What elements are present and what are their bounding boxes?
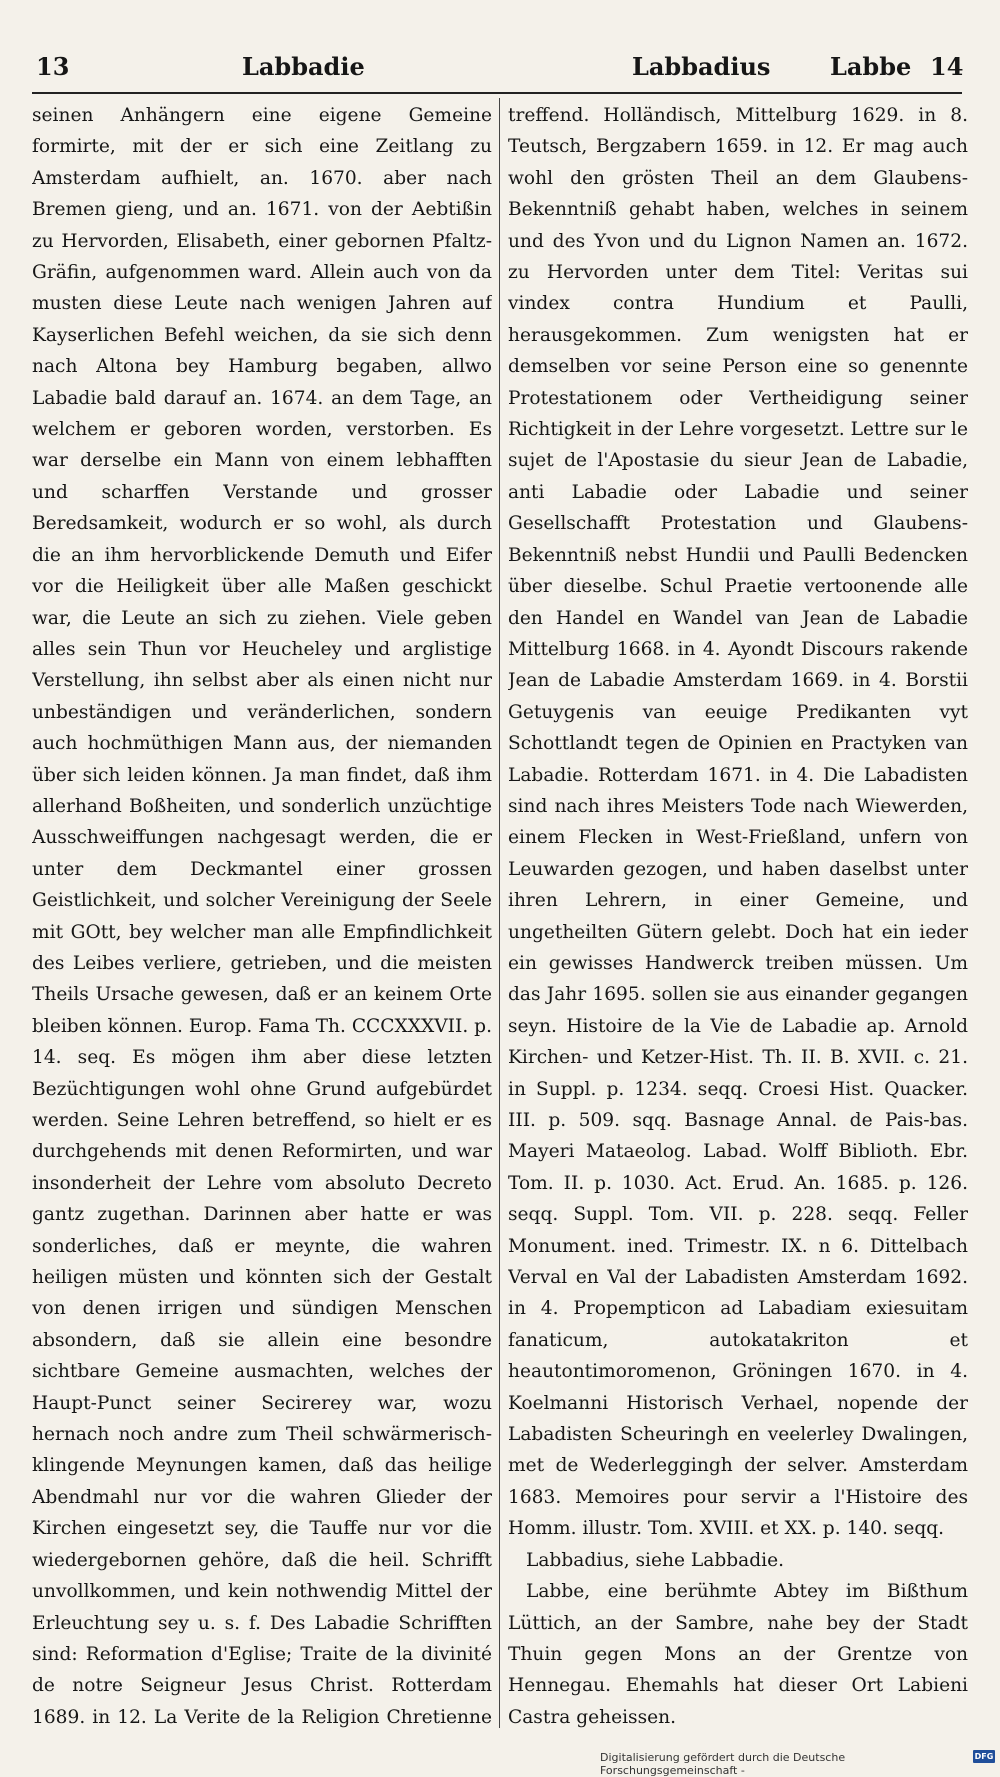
entry-labbadius: Labbadius, siehe Labbadie. (526, 1549, 784, 1571)
entry-labbe-abbey: Labbe, eine berühmte Abtey im Bißthum Lüttich, an der Sambre, nahe bey der Stadt Thuin gegen Mons an der Grentze von Hennegau. Ehemahls hat dieser Ort Labieni Castra geheissen. (508, 1581, 968, 1728)
right-column (508, 100, 968, 1730)
running-title-right-second: Labbe (830, 52, 912, 81)
running-title-right-first: Labbadius (632, 52, 771, 81)
running-title-left: Labbadie (242, 52, 365, 81)
header-rule (32, 92, 962, 94)
column-divider (499, 98, 500, 1728)
page-number-right: 14 (930, 52, 964, 81)
entry-labadie-bibliography: treffend. Holländisch, Mittelburg 1629. in 8. Teutsch, Bergzabern 1659. in 12. Er mag auch wohl den grösten Theil an dem Glaubens-Bekenntniß gehabt haben, welches in seinem und des Yvon und du Lignon Namen an. 1672. zu Hervorden unter dem Titel: Veritas sui vindex contra Hundium et Paulli, herausgekommen. Zum wenigsten hat er demselben vor seine Person eine so genennte Protestationem oder Vertheidigung seiner Richtigkeit in der Lehre vorgesetzt. Lettre sur le sujet de l'Apostasie du sieur Jean de Labadie, anti Labadie oder Labadie und seiner Gesellschafft Protestation und Glaubens-Bekenntniß nebst Hundii und Paulli Bedencken über dieselbe. Schul Praetie vertoonende alle den Handel en Wandel van Jean de Labadie Mittelburg 1668. in 4. Ayondt Discours rakende Jean de Labadie Amsterdam 1669. in 4. Borstii Getuygenis van eeuige Predikanten vyt Schottlandt tegen de Opinien en Practyken van Labadie. Rotterdam 1671. in 4. Die Labadisten sind nach ihres Meisters Tode nach Wiewerden, einem Flecken in West-Frießland, unfern von Leuwarden gezogen, und haben daselbst unter ihren Lehrern, in einer Gemeine, und ungetheilten Gütern gelebt. Doch hat ein ieder ein gewisses Handwerck treiben müssen. Um das Jahr 1695. sollen sie aus einander gegangen seyn. Histoire de la Vie de Labadie ap. Arnold Kirchen- und Ketzer-Hist. Th. II. B. XVII. c. 21. in Suppl. p. 1234. seqq. Croesi Hist. Quacker. III. p. 509. sqq. Basnage Annal. de Pais-bas. Mayeri Mataeolog. Labad. Wolff Biblioth. Ebr. Tom. II. p. 1030. Act. Erud. An. 1685. p. 126. seqq. Suppl. Tom. VII. p. 228. seqq. Feller Monument. ined. Trimestr. IX. n 6. Dittelbach Verval en Val der Labadisten Amsterdam 1692. in 4. Propempticon ad Labadiam exiesuitam fanaticum, autokatakriton et heautontimoromenon, Gröningen 1670. in 4. Koelmanni Historisch Verhael, nopende der Labadisten Scheuringh en veelerley Dwalingen, met de Wederleggingh der selver. Amsterdam 1683. Memoires pour servir a l'Histoire des Homm. illustr. Tom. XVIII. et XX. p. 140. seqq. (508, 105, 968, 1540)
dfg-logo-icon: DFG (974, 1752, 994, 1761)
digitization-footer (600, 1749, 995, 1777)
entry-labadie-continued: seinen Anhängern eine eigene Gemeine formirte, mit der er sich eine Zeitlang zu Amsterdam aufhielt, an. 1670. aber nach Bremen gieng, und an. 1671. von der Aebtißin zu Hervorden, Elisabeth, einer gebornen Pfaltz-Gräfin, aufgenommen ward. Allein auch von da musten diese Leute nach wenigen Jahren auf Kayserlichen Befehl weichen, da sie sich denn nach Altona bey Hamburg begaben, allwo Labadie bald darauf an. 1674. an dem Tage, an welchem er geboren worden, verstorben. Es war derselbe ein Mann von einem lebhafften und scharffen Verstande und grosser Beredsamkeit, wodurch er so wohl, als durch die an ihm hervorblickende Demuth und Eifer vor die Heiligkeit über alle Maßen geschickt war, die Leute an sich zu ziehen. Viele geben alles sein Thun vor Heucheley und arglistige Verstellung, ihn selbst aber als einen nicht nur unbeständigen und veränderlichen, sondern auch hochmüthigen Mann aus, der niemanden über sich leiden können. Ja man findet, daß ihm allerhand Boßheiten, und sonderlich unzüchtige Ausschweiffungen nachgesagt werden, die er unter dem Deckmantel einer grossen Geistlichkeit, und solcher Vereinigung der Seele mit GOtt, bey welcher man alle Empfindlichkeit des Leibes verliere, getrieben, und die meisten Theils Ursache gewesen, daß er an keinem Orte bleiben können. Europ. Fama Th. CCCXXXVII. p. 14. seq. Es mögen ihm aber diese letzten Bezüchtigungen wohl ohne Grund aufgebürdet werden. Seine Lehren betreffend, so hielt er es durchgehends mit denen Reformirten, und war insonderheit der Lehre vom absoluto Decreto gantz zugethan. Darinnen aber hatte er was sonderliches, daß er meynte, die wahren heiligen müsten und könnten sich der Gestalt von denen irrigen und sündigen Menschen absondern, daß sie allein eine besondre sichtbare Gemeine ausmachten, welches der Haupt-Punct seiner Secirerey war, wozu hernach noch andre zum Theil schwärmerisch-klingende Meynungen kamen, daß das heilige Abendmahl nur vor die wahren Glieder der Kirchen eingesetzt sey, die Tauffe nur vor die wiedergebornen gehöre, daß die heil. Schrifft unvollkommen, und kein nothwendig Mittel der Erleuchtung sey u. s. f. Des Labadie Schrifften sind: Reformation d'Eglise; Traite de la divinité de notre Seigneur Jesus Christ. Rotterdam 1689. in 12. La Verite de la Religion Chretienne (32, 105, 492, 1728)
footer-credit: Digitalisierung gefördert durch die Deutsche Forschungsgemeinschaft - (600, 1751, 846, 1777)
left-column (32, 100, 492, 1730)
page-header (30, 48, 970, 88)
page-number-left: 13 (36, 52, 70, 81)
